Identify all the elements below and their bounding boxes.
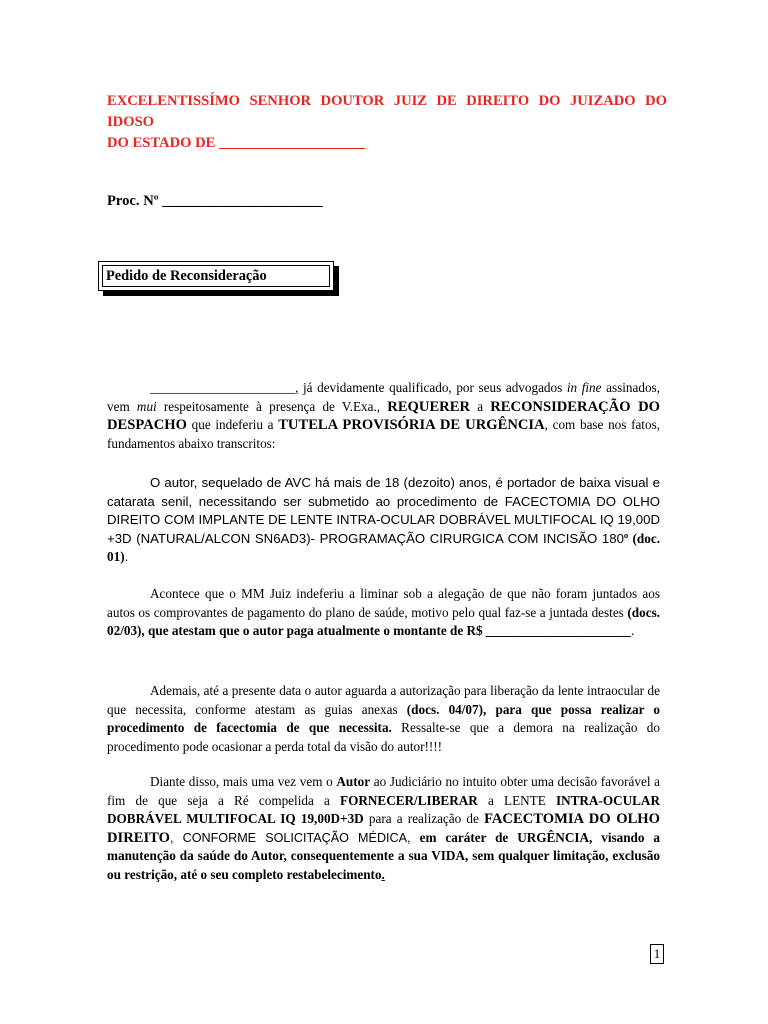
page-number: 1 (650, 944, 664, 964)
paragraph-request: Diante disso, mais uma vez vem o Autor ao Judiciário no intuito obter uma decisão favorável a fim de que seja a Ré compelida a FORNECER/LIBERAR a LENTE INTRA-OCULAR DOBRÁVEL MULTIFOCAL IQ 19,00D+3D para a realização de FACECTOMIA DO OLHO DIREITO, CONFORME SOLICITAÇÃO MÉDICA, em caráter de URGÊNCIA, visando a manutenção da saúde do Autor, consequentemente a sua VIDA, sem qualquer limitação, exclusão ou restrição, até o seu completo restabelecimento. (107, 774, 661, 882)
paragraph-intro: ______________________, já devidamente qualificado, por seus advogados in fine assinados, vem mui respeitosamente à presença de V.Exa., REQUERER a RECONSIDERAÇÃO DO DESPACHO que indeferiu a TUTELA PROVISÓRIA DE URGÊNCIA, com base nos fatos, fundamentos abaixo transcritos: (107, 380, 660, 451)
in-fine-text: in fine (566, 380, 602, 395)
heading-line-2: DO ESTADO DE ____________________ (107, 135, 365, 151)
request-title: Pedido de Reconsideração (106, 268, 267, 284)
process-number: Proc. Nº ______________________ (107, 193, 323, 209)
paragraph-payment: Acontece que o MM Juiz indeferiu a liminar sob a alegação de que não foram juntados aos autos os comprovantes de pagamento do plano de saúde, motivo pelo qual faz-se a juntada destes (docs. 02/03), que atestam que o autor paga atualmente o montante de R$ ______________________. (107, 586, 660, 638)
paragraph-facts: O autor, sequelado de AVC há mais de 18 (dezoito) anos, é portador de baixa visual e catarata senil, necessitando ser submetido ao procedimento de FACECTOMIA DO OLHO DIREITO COM IMPLANTE DE LENTE INTRA-OCULAR DOBRÁVEL MULTIFOCAL IQ 19,00D +3D (NATURAL/ALCON SN6AD3)- PROGRAMAÇÃO CIRURGICA COM INCISÃO 180º (doc. 01). (107, 475, 660, 564)
party-name-blank: ______________________ (150, 380, 296, 395)
court-heading (107, 91, 667, 154)
request-title-box (98, 261, 334, 291)
heading-line-1: EXCELENTISSÍMO SENHOR DOUTOR JUIZ DE DIREITO DO JUIZADO DO IDOSO (107, 93, 667, 130)
paragraph-authorization: Ademais, até a presente data o autor aguarda a autorização para liberação da lente intraocular de que necessita, conforme atestam as guias anexas (docs. 04/07), para que possa realizar o procedimento de facectomia de que necessita. Ressalte-se que a demora na realização do procedimento pode ocasionar a perda total da visão do autor!!!! (107, 683, 660, 754)
